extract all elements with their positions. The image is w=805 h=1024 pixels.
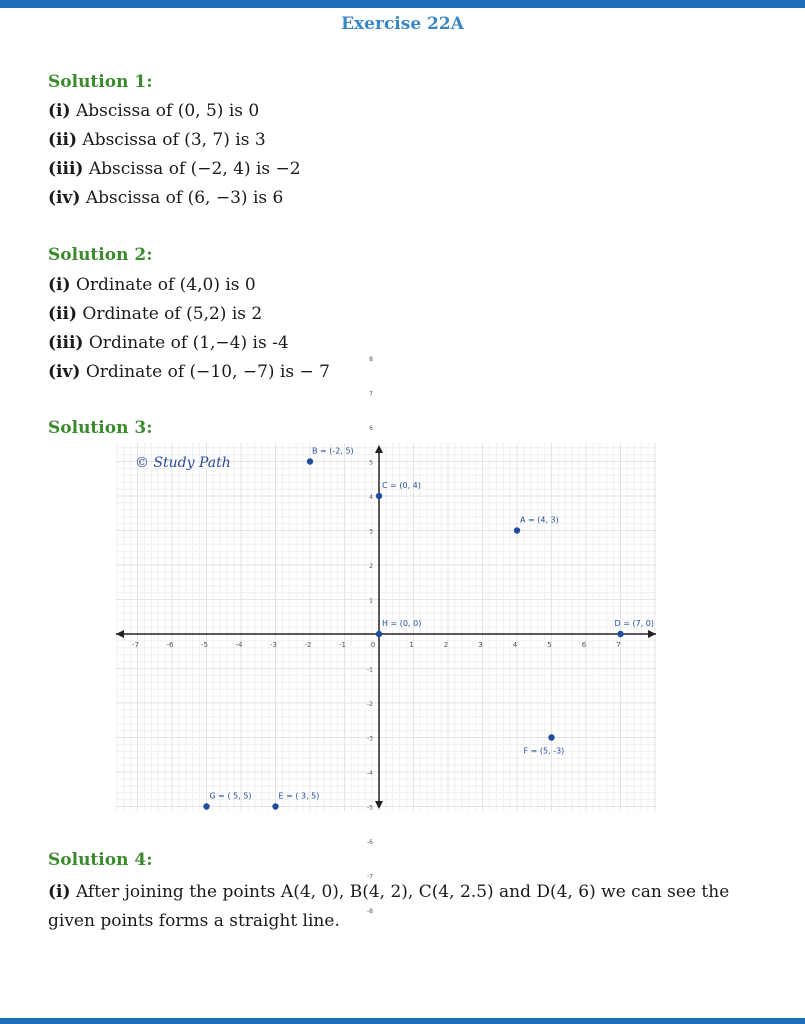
- solution-1-heading: Solution 1:: [48, 72, 153, 92]
- solution-4-heading: Solution 4:: [48, 850, 153, 870]
- y-tick-label: -2: [367, 701, 373, 708]
- x-tick-label: 6: [581, 641, 587, 649]
- page-title: Exercise 22A: [341, 14, 464, 34]
- point-label: B = (-2, 5): [312, 446, 354, 456]
- item-label: (ii): [48, 130, 78, 150]
- x-tick-label: 0: [370, 641, 376, 649]
- x-tick-label: -2: [304, 641, 312, 649]
- y-tick-label: 4: [369, 494, 373, 501]
- item-label: (i): [48, 882, 71, 902]
- item-label: (i): [48, 101, 71, 121]
- watermark-text: Study Path: [153, 455, 231, 471]
- solution-4-paragraph: [48, 878, 748, 936]
- y-tick-label: 6: [369, 425, 373, 432]
- solution-2-line: [48, 333, 289, 353]
- data-point: [617, 631, 623, 637]
- point-label: A = (4, 3): [520, 515, 559, 525]
- y-tick-label: -4: [367, 770, 373, 777]
- data-point: [376, 493, 382, 499]
- y-tick-label: -5: [367, 804, 373, 812]
- y-axis-arrow-down: [375, 801, 383, 809]
- solution-2-line: [48, 304, 262, 324]
- y-tick-label: 5: [369, 459, 373, 467]
- item-text: Abscissa of (3, 7) is 3: [82, 130, 266, 150]
- y-tick-label: 2: [369, 563, 373, 570]
- y-tick-label: 7: [369, 390, 373, 398]
- copyright-icon: ©: [135, 455, 149, 471]
- solution-1-line: [48, 130, 266, 150]
- x-tick-label: -5: [201, 641, 208, 649]
- y-tick-label: -8: [367, 908, 373, 915]
- solution-1-line: [48, 159, 301, 179]
- x-tick-label: 2: [443, 641, 449, 649]
- item-text: Ordinate of (4,0) is 0: [75, 275, 256, 295]
- y-tick-label: -1: [367, 666, 373, 674]
- y-axis-arrow-up: [375, 445, 383, 453]
- x-tick-label: 3: [478, 641, 483, 649]
- solution-2-line: [48, 362, 330, 382]
- y-tick-label: 8: [369, 356, 373, 363]
- solution-3-heading: Solution 3:: [48, 418, 153, 438]
- item-label: (iv): [48, 362, 81, 382]
- point-label: G = ( 5, 5): [209, 791, 252, 801]
- item-text: After joining the points A(4, 0), B(4, 2), C(4, 2.5) and D(4, 6) we can see the given points forms a straight line.: [48, 882, 730, 931]
- x-tick-label: 1: [409, 641, 414, 649]
- item-text: Abscissa of (−2, 4) is −2: [88, 159, 301, 179]
- x-tick-label: 4: [512, 641, 518, 649]
- y-tick-label: -6: [367, 839, 373, 846]
- x-tick-label: -4: [235, 641, 243, 649]
- top-border: [0, 0, 805, 8]
- item-label: (iv): [48, 188, 81, 208]
- x-tick-label: -3: [270, 641, 277, 649]
- x-tick-label: 7: [616, 641, 621, 649]
- bottom-border: [0, 1018, 805, 1024]
- x-tick-label: 5: [547, 641, 552, 649]
- item-label: (iii): [48, 333, 84, 353]
- item-text: Abscissa of (0, 5) is 0: [75, 101, 260, 121]
- point-label: H = (0, 0): [382, 619, 422, 628]
- solution-1-line: [48, 188, 283, 208]
- data-point: [548, 734, 554, 740]
- y-tick-label: 3: [369, 528, 373, 536]
- watermark: [135, 455, 231, 471]
- item-text: Abscissa of (6, −3) is 6: [85, 188, 284, 208]
- point-label: D = (7, 0): [614, 619, 654, 628]
- solution-2-line: [48, 275, 256, 295]
- y-tick-label: 1: [369, 597, 373, 605]
- item-label: (i): [48, 275, 71, 295]
- data-point: [307, 458, 313, 464]
- x-tick-label: -6: [166, 641, 174, 649]
- data-point: [514, 527, 520, 533]
- item-label: (ii): [48, 304, 78, 324]
- y-tick-label: -7: [367, 873, 373, 881]
- y-tick-label: -3: [367, 735, 373, 743]
- item-text: Ordinate of (1,−4) is -4: [88, 333, 289, 353]
- item-text: Ordinate of (5,2) is 2: [82, 304, 263, 324]
- point-label: C = (0, 4): [382, 481, 421, 490]
- item-text: Ordinate of (−10, −7) is − 7: [85, 362, 330, 382]
- data-point: [272, 803, 278, 809]
- x-tick-label: -1: [339, 641, 346, 649]
- x-tick-label: -7: [132, 641, 139, 649]
- solution-2-heading: Solution 2:: [48, 245, 153, 265]
- point-label: F = (5, -3): [523, 746, 565, 756]
- item-label: (iii): [48, 159, 84, 179]
- point-label: E = ( 3, 5): [278, 791, 320, 801]
- solution-1-line: [48, 101, 259, 121]
- data-point: [376, 631, 382, 637]
- data-point: [203, 803, 209, 809]
